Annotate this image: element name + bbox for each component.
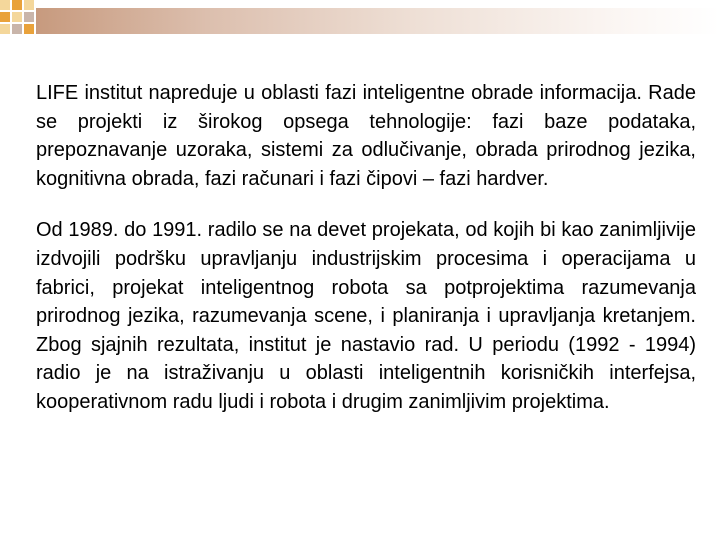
decor-square xyxy=(12,24,22,34)
paragraph-life-institute: LIFE institut napreduje u oblasti fazi inteligentne obrade informacija. Rade se projekti iz širokog opsega tehnologije: fazi baze podataka, prepoznavanje uzoraka, sistemi za odlučivanje, obrada prirodnog jezika, kognitivna obrada, fazi računari i fazi čipovi – fazi hardver. xyxy=(36,82,696,190)
decor-square xyxy=(12,12,22,22)
decor-square xyxy=(24,24,34,34)
decor-square xyxy=(12,0,22,10)
decor-square xyxy=(24,0,34,10)
header-gradient-bar xyxy=(36,8,720,34)
decor-square xyxy=(0,24,10,34)
decor-square xyxy=(24,12,34,22)
decor-square xyxy=(0,12,10,22)
paragraph-projects-history: Od 1989. do 1991. radilo se na devet projekata, od kojih bi kao zanimljivije izdvojili podršku upravljanju industrijskim procesima i operacijama u fabrici, projekat inteligentnog robota sa potprojektima razumevanja prirodnog jezika, razumevanja scene, i planiranja i upravljanja kretanjem. Zbog sjajnih rezultata, institut je nastavio rad. U periodu (1992 - 1994) radio je na istraživanju u oblasti inteligentnih korisničkih interfejsa, kooperativnom radu ljudi i robota i drugim zanimljivim projektima. xyxy=(36,219,696,413)
slide-body xyxy=(36,79,696,417)
decor-square xyxy=(0,0,10,10)
